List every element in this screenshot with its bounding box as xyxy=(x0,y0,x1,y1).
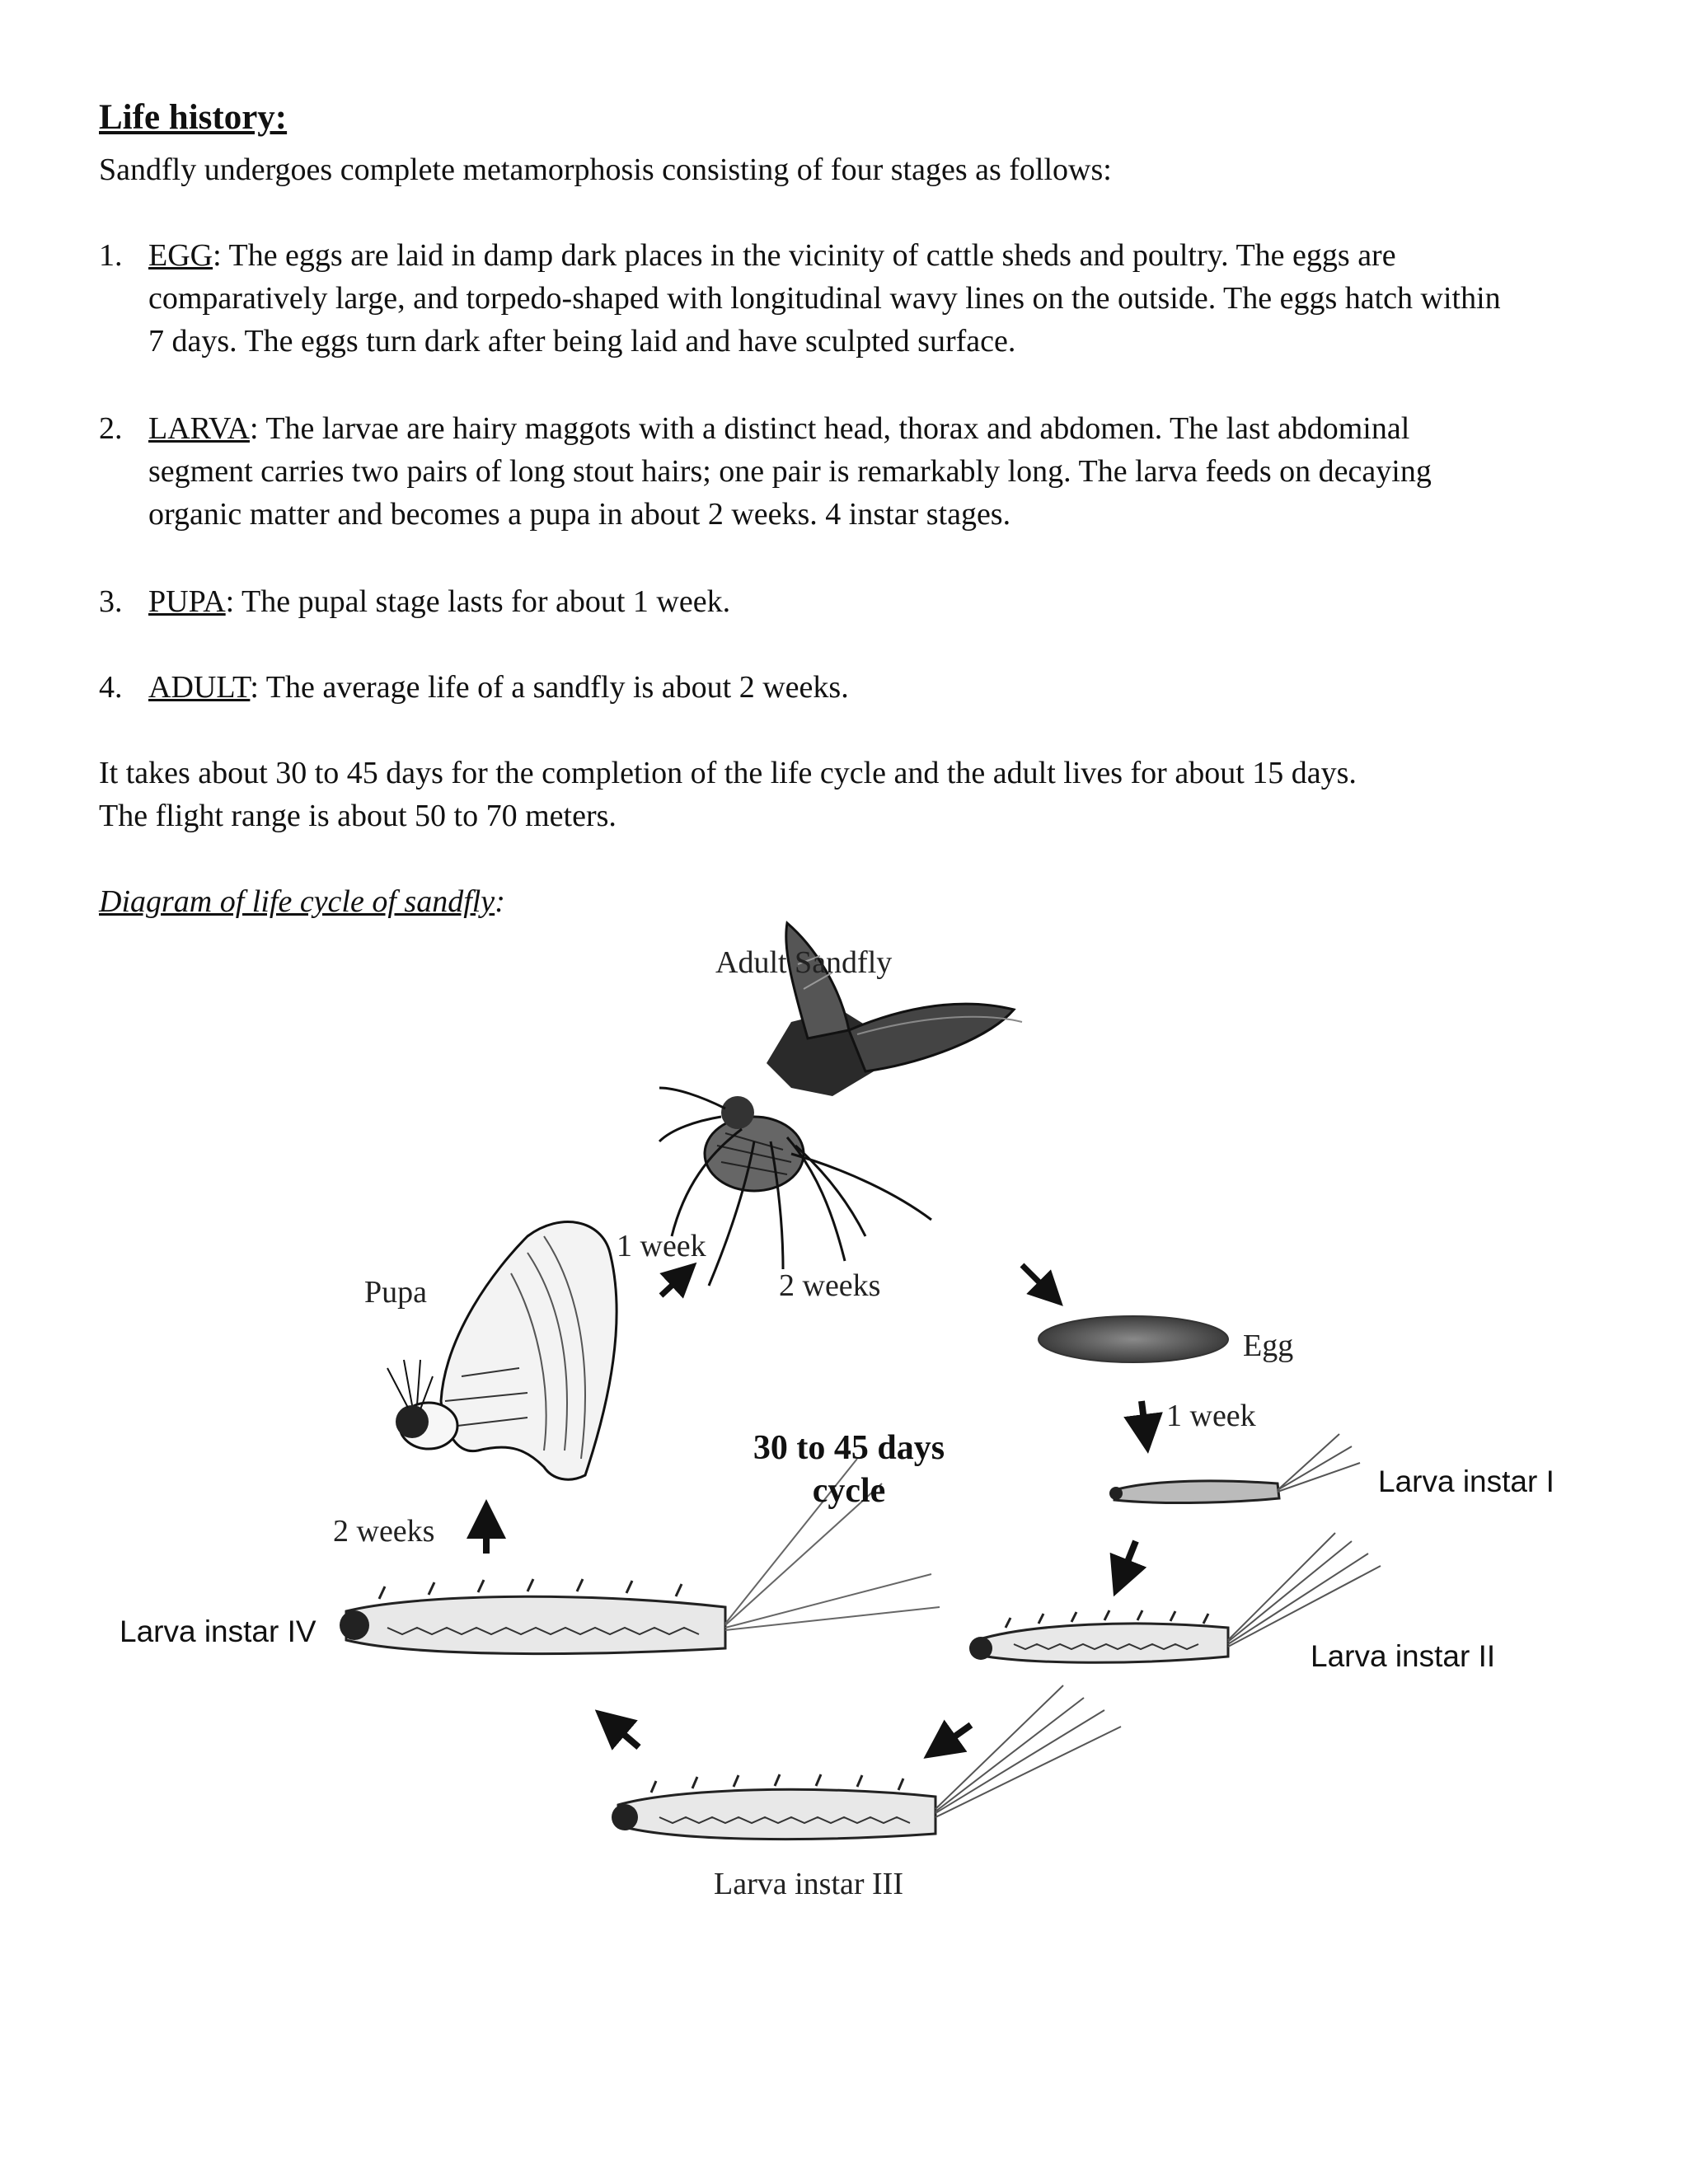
diagram-caption-title: Diagram of life cycle of sandfly xyxy=(99,884,495,919)
label-egg: Egg xyxy=(1243,1329,1294,1363)
closing-line: The flight range is about 50 to 70 meters. xyxy=(99,799,617,833)
label-larva-instar-2: Larva instar II xyxy=(1311,1639,1496,1673)
arrow-pupa-to-adult xyxy=(661,1274,684,1296)
arrow-larva-2-to-larva-3 xyxy=(940,1725,971,1747)
stage-term: PUPA xyxy=(148,584,226,619)
stage-number: 4. xyxy=(99,670,123,705)
stage-text-line: : The pupal stage lasts for about 1 week. xyxy=(225,584,731,619)
larva-instar-3-illustration xyxy=(612,1685,1121,1840)
section-heading: Life history: xyxy=(99,98,288,137)
stage-text-line: : The eggs are laid in damp dark places in the vicinity of cattle sheds and poultry. The eggs are xyxy=(213,238,1396,273)
label-pupa: Pupa xyxy=(364,1275,427,1310)
stage-text-line: 7 days. The eggs turn dark after being laid and have sculpted surface. xyxy=(148,324,1016,359)
stage-text-line: : The larvae are hairy maggots with a distinct head, thorax and abdomen. The last abdominal xyxy=(249,411,1410,446)
stage-number: 2. xyxy=(99,411,123,446)
stage-text-line: : The average life of a sandfly is about 2 weeks. xyxy=(250,670,849,705)
label-larva-instar-3: Larva instar III xyxy=(714,1867,903,1901)
stage-text-line: segment carries two pairs of long stout hairs; one pair is remarkably long. The larva feeds on decaying xyxy=(148,454,1432,489)
arrow-larva-3-to-larva-4 xyxy=(610,1722,639,1747)
arrow-egg-to-larva-1 xyxy=(1142,1401,1146,1434)
intro-paragraph: Sandfly undergoes complete metamorphosis consisting of four stages as follows: xyxy=(99,152,1112,187)
label-egg-to-larva-duration: 1 week xyxy=(1166,1399,1256,1433)
label-adult-life-duration: 2 weeks xyxy=(779,1268,881,1303)
stage-term: ADULT xyxy=(148,670,251,705)
stage-term: EGG xyxy=(148,238,213,273)
pupa-illustration xyxy=(387,1222,617,1480)
egg-illustration xyxy=(1039,1316,1228,1362)
stage-number: 3. xyxy=(99,584,123,619)
label-cycle-length: 30 to 45 days xyxy=(753,1429,945,1467)
label-larva-instar-1: Larva instar I xyxy=(1378,1465,1554,1498)
diagram-caption-suffix: : xyxy=(495,884,505,919)
closing-line: It takes about 30 to 45 days for the completion of the life cycle and the adult lives for about 15 days. xyxy=(99,756,1357,790)
stage-text-line: comparatively large, and torpedo-shaped with longitudinal wavy lines on the outside. The eggs hatch within xyxy=(148,281,1501,316)
label-larva-instar-4: Larva instar IV xyxy=(120,1615,316,1648)
stage-text-line: organic matter and becomes a pupa in about 2 weeks. 4 instar stages. xyxy=(148,497,1011,532)
label-cycle-word: cycle xyxy=(812,1472,886,1510)
label-pupa-to-adult-duration: 1 week xyxy=(617,1229,706,1263)
stage-number: 1. xyxy=(99,238,123,273)
larva-instar-1-illustration xyxy=(1109,1434,1360,1503)
arrow-larva-1-to-larva-2 xyxy=(1121,1541,1136,1578)
label-larva-to-pupa-duration: 2 weeks xyxy=(333,1514,435,1549)
arrow-adult-to-egg xyxy=(1022,1265,1051,1294)
label-adult: Adult Sandfly xyxy=(715,945,893,980)
stage-term: LARVA xyxy=(148,411,250,446)
